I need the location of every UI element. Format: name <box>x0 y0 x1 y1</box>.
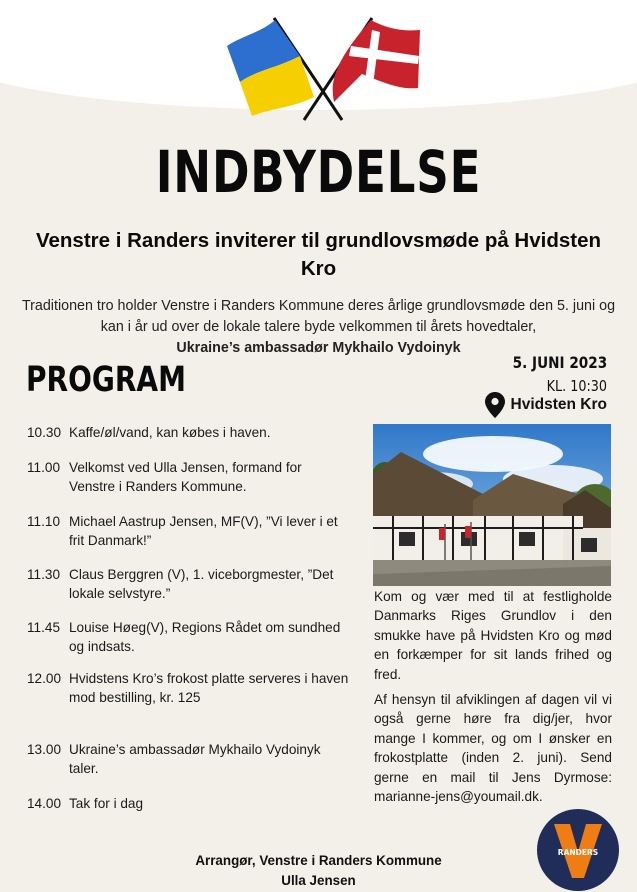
side-paragraph-1: Kom og vær med til at festligholde Danmarks Riges Grundlov i den smukke have på Hvidsten Kro og mød en forkæmper for sit lands frihed og fred. <box>374 589 612 682</box>
side-paragraph-2: Af hensyn til afviklingen af dagen vil vi også gerne høre fra dig/jer, hvor mange I kommer, og om I ønsker en frokostplatte (inden 2. juni). Send gerne en mail til Jens Dyrmose: marianne-jens@youmail.dk. <box>374 692 612 805</box>
page-title: INDBYDELSE <box>155 138 482 206</box>
location-pin-icon <box>485 392 505 418</box>
intro-text: Traditionen tro holder Venstre i Randers Kommune deres årlige grundlovsmøde den 5. juni og kan i år ud over de lokale talere byde velkommen til årets hovedtaler, <box>21 298 616 335</box>
agenda-time: 11.00 <box>27 460 61 475</box>
agenda-time: 13.00 <box>27 742 62 757</box>
program-heading: PROGRAM <box>26 360 186 400</box>
agenda-time: 11.10 <box>27 514 61 529</box>
agenda-time: 10.30 <box>27 425 62 440</box>
list-item <box>27 618 349 656</box>
agenda-time: 14.00 <box>27 796 62 811</box>
list-item <box>27 740 349 778</box>
list-item <box>27 794 349 813</box>
hvidsten-kro-photo <box>373 424 611 586</box>
list-item <box>27 565 349 603</box>
denmark-flag-icon <box>333 20 420 102</box>
venue-name: Hvidsten Kro <box>510 396 607 413</box>
event-venue <box>485 392 607 418</box>
list-item <box>27 423 349 442</box>
event-date: 5. JUNI 2023 <box>512 353 607 372</box>
ukraine-flag-icon <box>227 20 314 116</box>
agenda-text: Hvidstens Kro’s frokost platte serveres i haven mod bestilling, kr. 125 <box>69 671 349 705</box>
event-time: KL. 10:30 <box>546 377 607 395</box>
organizer-line: Arrangør, Venstre i Randers Kommune <box>195 853 442 868</box>
logo-text: RANDERS <box>557 848 599 857</box>
agenda-text: Claus Berggren (V), 1. viceborgmester, ”Det lokale selvstyre.” <box>69 567 334 601</box>
agenda-time: 11.30 <box>27 567 61 582</box>
agenda-text: Michael Aastrup Jensen, MF(V), ”Vi lever i et frit Danmark!” <box>69 514 338 548</box>
list-item <box>27 669 349 707</box>
agenda-text: Ukraine’s ambassadør Mykhailo Vydoinyk taler. <box>69 742 321 776</box>
intro-paragraph <box>18 296 619 359</box>
agenda-text: Kaffe/øl/vand, kan købes i haven. <box>69 425 271 440</box>
intro-highlight: Ukraine’s ambassadør Mykhailo Vydoinyk <box>176 340 461 356</box>
list-item <box>27 458 349 496</box>
agenda-time: 12.00 <box>27 671 62 686</box>
subtitle: Venstre i Randers inviterer til grundlovsmøde på Hvidsten Kro <box>35 229 602 280</box>
crossed-flags-image <box>222 12 422 124</box>
list-item <box>27 512 349 550</box>
venstre-randers-logo <box>536 808 620 892</box>
agenda-text: Velkomst ved Ulla Jensen, formand for Venstre i Randers Kommune. <box>69 460 302 494</box>
organizer-name: Ulla Jensen <box>281 872 356 888</box>
agenda-time: 11.45 <box>27 620 61 635</box>
agenda-text: Louise Høeg(V), Regions Rådet om sundhed og indsats. <box>69 620 341 654</box>
agenda-text: Tak for i dag <box>69 796 144 811</box>
